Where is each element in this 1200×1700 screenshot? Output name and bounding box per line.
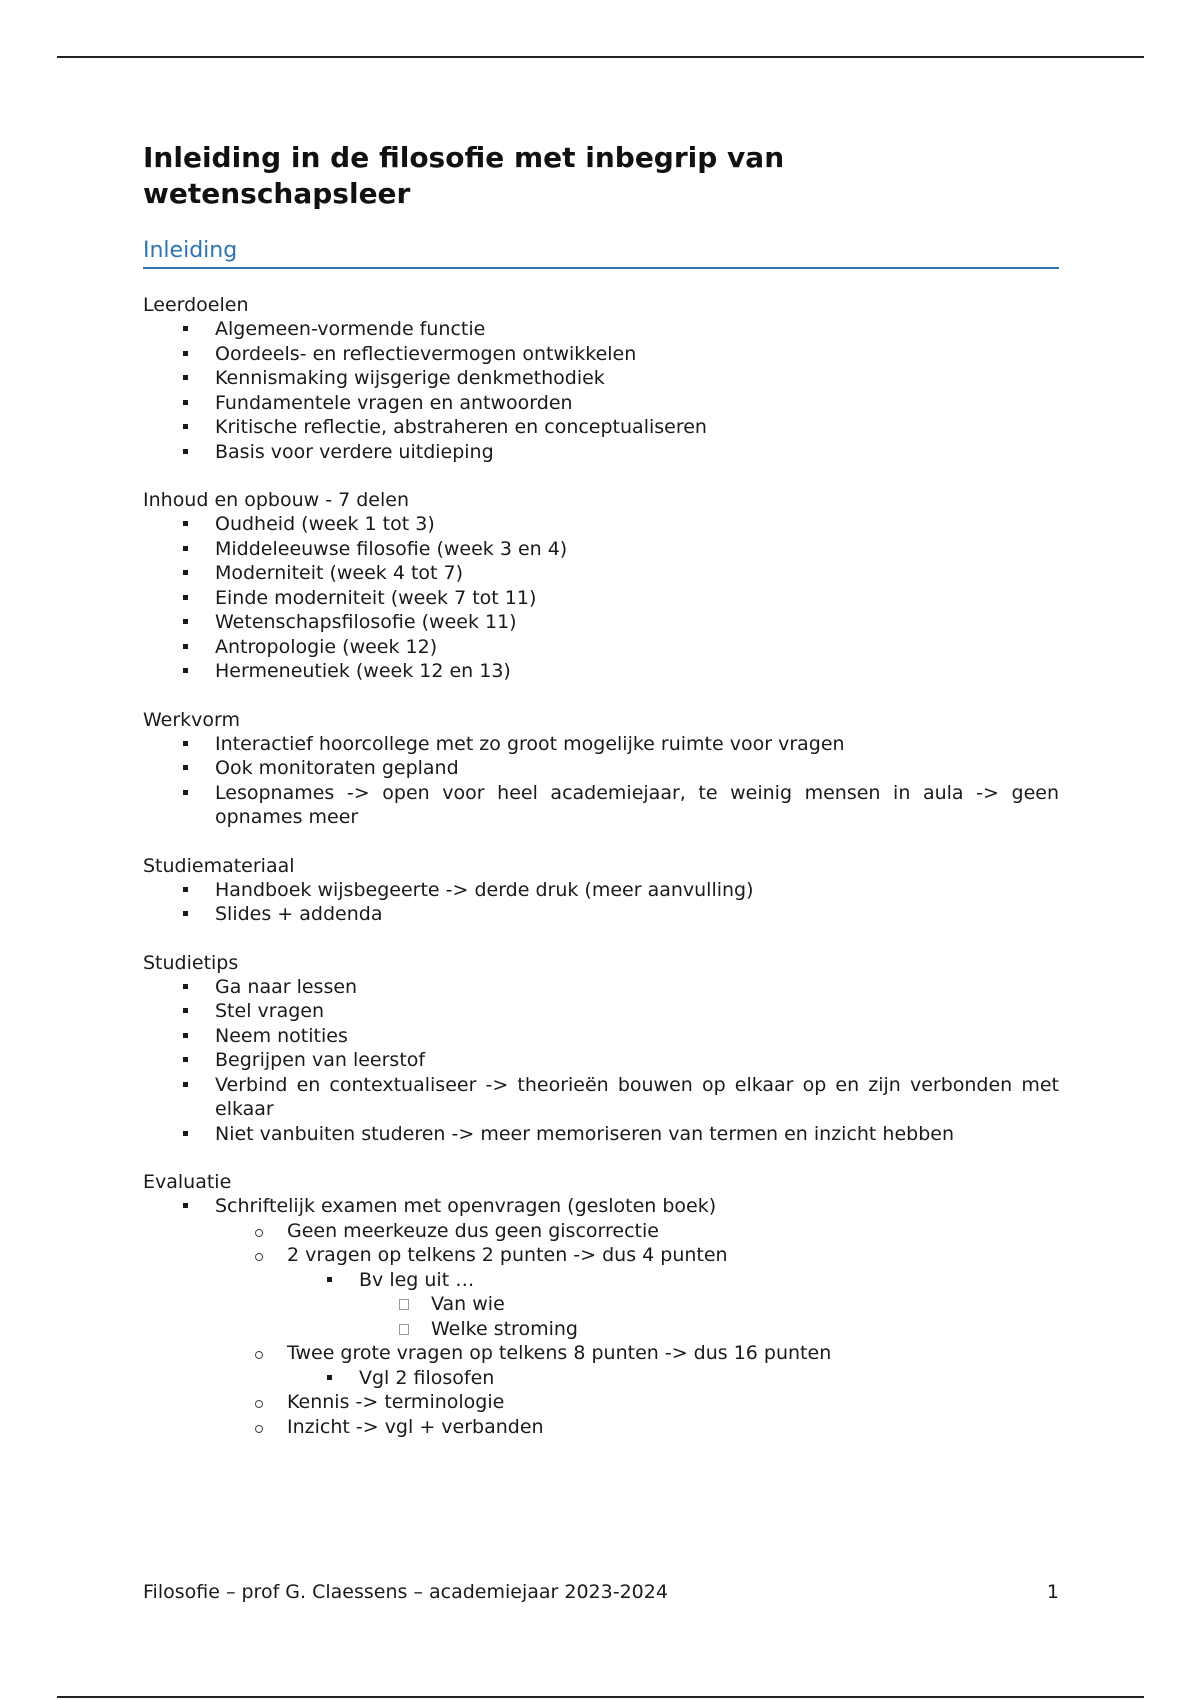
page-content [143, 140, 1059, 1463]
list-item: Begrijpen van leerstof [143, 1048, 1059, 1073]
list-item: Niet vanbuiten studeren -> meer memoriseren van termen en inzicht hebben [143, 1122, 1059, 1147]
circle-bullet-icon [255, 1351, 263, 1359]
list-item: Oordeels- en reflectievermogen ontwikkelen [143, 342, 1059, 367]
block-heading: Leerdoelen [143, 294, 249, 316]
empty-box-icon [399, 1324, 409, 1335]
circle-bullet-icon [255, 1400, 263, 1408]
list-item: Kritische reflectie, abstraheren en conceptualiseren [143, 415, 1059, 440]
section-heading: Inleiding [143, 236, 1059, 269]
block-leerdoelen [143, 293, 1059, 464]
block-heading: Werkvorm [143, 708, 241, 731]
square-bullet-icon [183, 424, 188, 429]
sub-sub-list [287, 1268, 1059, 1342]
sub-sub-list [287, 1366, 1059, 1391]
list-item: Einde moderniteit (week 7 tot 11) [143, 586, 1059, 611]
sub-list-item: Geen meerkeuze dus geen giscorrectie [215, 1219, 1059, 1244]
list-item: Interactief hoorcollege met zo groot mogelijke ruimte voor vragen [143, 732, 1059, 757]
sub-list-item: Inzicht -> vgl + verbanden [215, 1415, 1059, 1440]
header-rule [57, 56, 1144, 58]
block-heading: Evaluatie [143, 1171, 232, 1193]
block-heading: Inhoud en opbouw - 7 delen [143, 489, 409, 511]
square-bullet-icon [183, 619, 188, 624]
footer-rule [57, 1696, 1144, 1698]
square-bullet-icon [183, 570, 188, 575]
list-item: Middeleeuwse filosofie (week 3 en 4) [143, 537, 1059, 562]
square-bullet-icon [183, 887, 188, 892]
list-item: Fundamentele vragen en antwoorden [143, 391, 1059, 416]
list-item: Algemeen-vormende functie [143, 317, 1059, 342]
page-number: 1 [1046, 1581, 1059, 1603]
list-item: Verbind en contextualiseer -> theorieën bouwen op elkaar op en zijn verbonden met elkaar [143, 1073, 1059, 1122]
list-item: Wetenschapsfilosofie (week 11) [143, 610, 1059, 635]
bullet-list [143, 878, 1059, 927]
checkbox-list [359, 1292, 1059, 1341]
square-bullet-icon [183, 1131, 188, 1136]
circle-bullet-icon [255, 1253, 263, 1261]
footer-text: Filosofie – prof G. Claessens – academiejaar 2023-2024 [143, 1581, 668, 1603]
list-item: Slides + addenda [143, 902, 1059, 927]
square-bullet-icon [183, 765, 188, 770]
list-item: Handboek wijsbegeerte -> derde druk (meer aanvulling) [143, 878, 1059, 903]
sub-list-item: 2 vragen op telkens 2 punten -> dus 4 punten Bv leg uit … Van wie Welke stroming [215, 1243, 1059, 1341]
square-bullet-icon [327, 1375, 332, 1380]
bullet-list [143, 732, 1059, 830]
list-item: Oudheid (week 1 tot 3) [143, 512, 1059, 537]
list-item: Ga naar lessen [143, 975, 1059, 1000]
square-bullet-icon [183, 595, 188, 600]
sub-list-item: Kennis -> terminologie [215, 1390, 1059, 1415]
content-blocks [143, 293, 1059, 1439]
document-title: Inleiding in de filosofie met inbegrip van wetenschapsleer [143, 141, 785, 210]
square-bullet-icon [183, 521, 188, 526]
sub-list [215, 1219, 1059, 1440]
bullet-list [143, 1194, 1059, 1439]
page-footer [143, 1580, 1059, 1604]
square-bullet-icon [183, 375, 188, 380]
bullet-list [143, 317, 1059, 464]
square-bullet-icon [183, 668, 188, 673]
square-bullet-icon [183, 1057, 188, 1062]
square-bullet-icon [183, 911, 188, 916]
list-item: Kennismaking wijsgerige denkmethodiek [143, 366, 1059, 391]
bullet-list [143, 512, 1059, 684]
square-bullet-icon [183, 1033, 188, 1038]
square-bullet-icon [183, 400, 188, 405]
bullet-list [143, 975, 1059, 1147]
block-werkvorm [143, 708, 1059, 830]
list-item: Stel vragen [143, 999, 1059, 1024]
square-bullet-icon [183, 644, 188, 649]
square-bullet-icon [183, 351, 188, 356]
square-bullet-icon [183, 326, 188, 331]
square-bullet-icon [183, 1082, 188, 1087]
square-bullet-icon [183, 1203, 188, 1208]
list-item: Hermeneutiek (week 12 en 13) [143, 659, 1059, 684]
square-bullet-icon [327, 1277, 332, 1282]
square-bullet-icon [183, 546, 188, 551]
sub-sub-list-item: Vgl 2 filosofen [287, 1366, 1059, 1391]
list-item: Lesopnames -> open voor heel academiejaar, te weinig mensen in aula -> geen opnames meer [143, 781, 1059, 830]
square-bullet-icon [183, 1008, 188, 1013]
sub-list-item: Twee grote vragen op telkens 8 punten -> dus 16 punten Vgl 2 filosofen [215, 1341, 1059, 1390]
square-bullet-icon [183, 790, 188, 795]
block-evaluatie [143, 1170, 1059, 1439]
block-heading: Studiemateriaal [143, 854, 295, 877]
block-studietips [143, 951, 1059, 1147]
list-item: Antropologie (week 12) [143, 635, 1059, 660]
block-studiemateriaal [143, 854, 1059, 927]
square-bullet-icon [183, 741, 188, 746]
list-item: Basis voor verdere uitdieping [143, 440, 1059, 465]
checkbox-list-item: Welke stroming [359, 1317, 1059, 1342]
block-heading: Studietips [143, 951, 239, 974]
sub-sub-list-item: Bv leg uit … Van wie Welke stroming [287, 1268, 1059, 1342]
list-item: Ook monitoraten gepland [143, 756, 1059, 781]
list-item: Schriftelijk examen met openvragen (gesloten boek) Geen meerkeuze dus geen giscorrectie 2 vragen op telkens 2 punten -> dus 4 punten Bv leg uit … Van wie Welke stroming Twee grote vragen op telkens 8 punten -> dus 16 punten Vgl 2 filosofen Kennis -> terminologie Inzicht -> vgl + verbanden [143, 1194, 1059, 1439]
empty-box-icon [399, 1299, 409, 1310]
square-bullet-icon [183, 984, 188, 989]
circle-bullet-icon [255, 1425, 263, 1433]
square-bullet-icon [183, 449, 188, 454]
circle-bullet-icon [255, 1229, 263, 1237]
block-inhoud [143, 488, 1059, 684]
list-item: Neem notities [143, 1024, 1059, 1049]
list-item: Moderniteit (week 4 tot 7) [143, 561, 1059, 586]
checkbox-list-item: Van wie [359, 1292, 1059, 1317]
